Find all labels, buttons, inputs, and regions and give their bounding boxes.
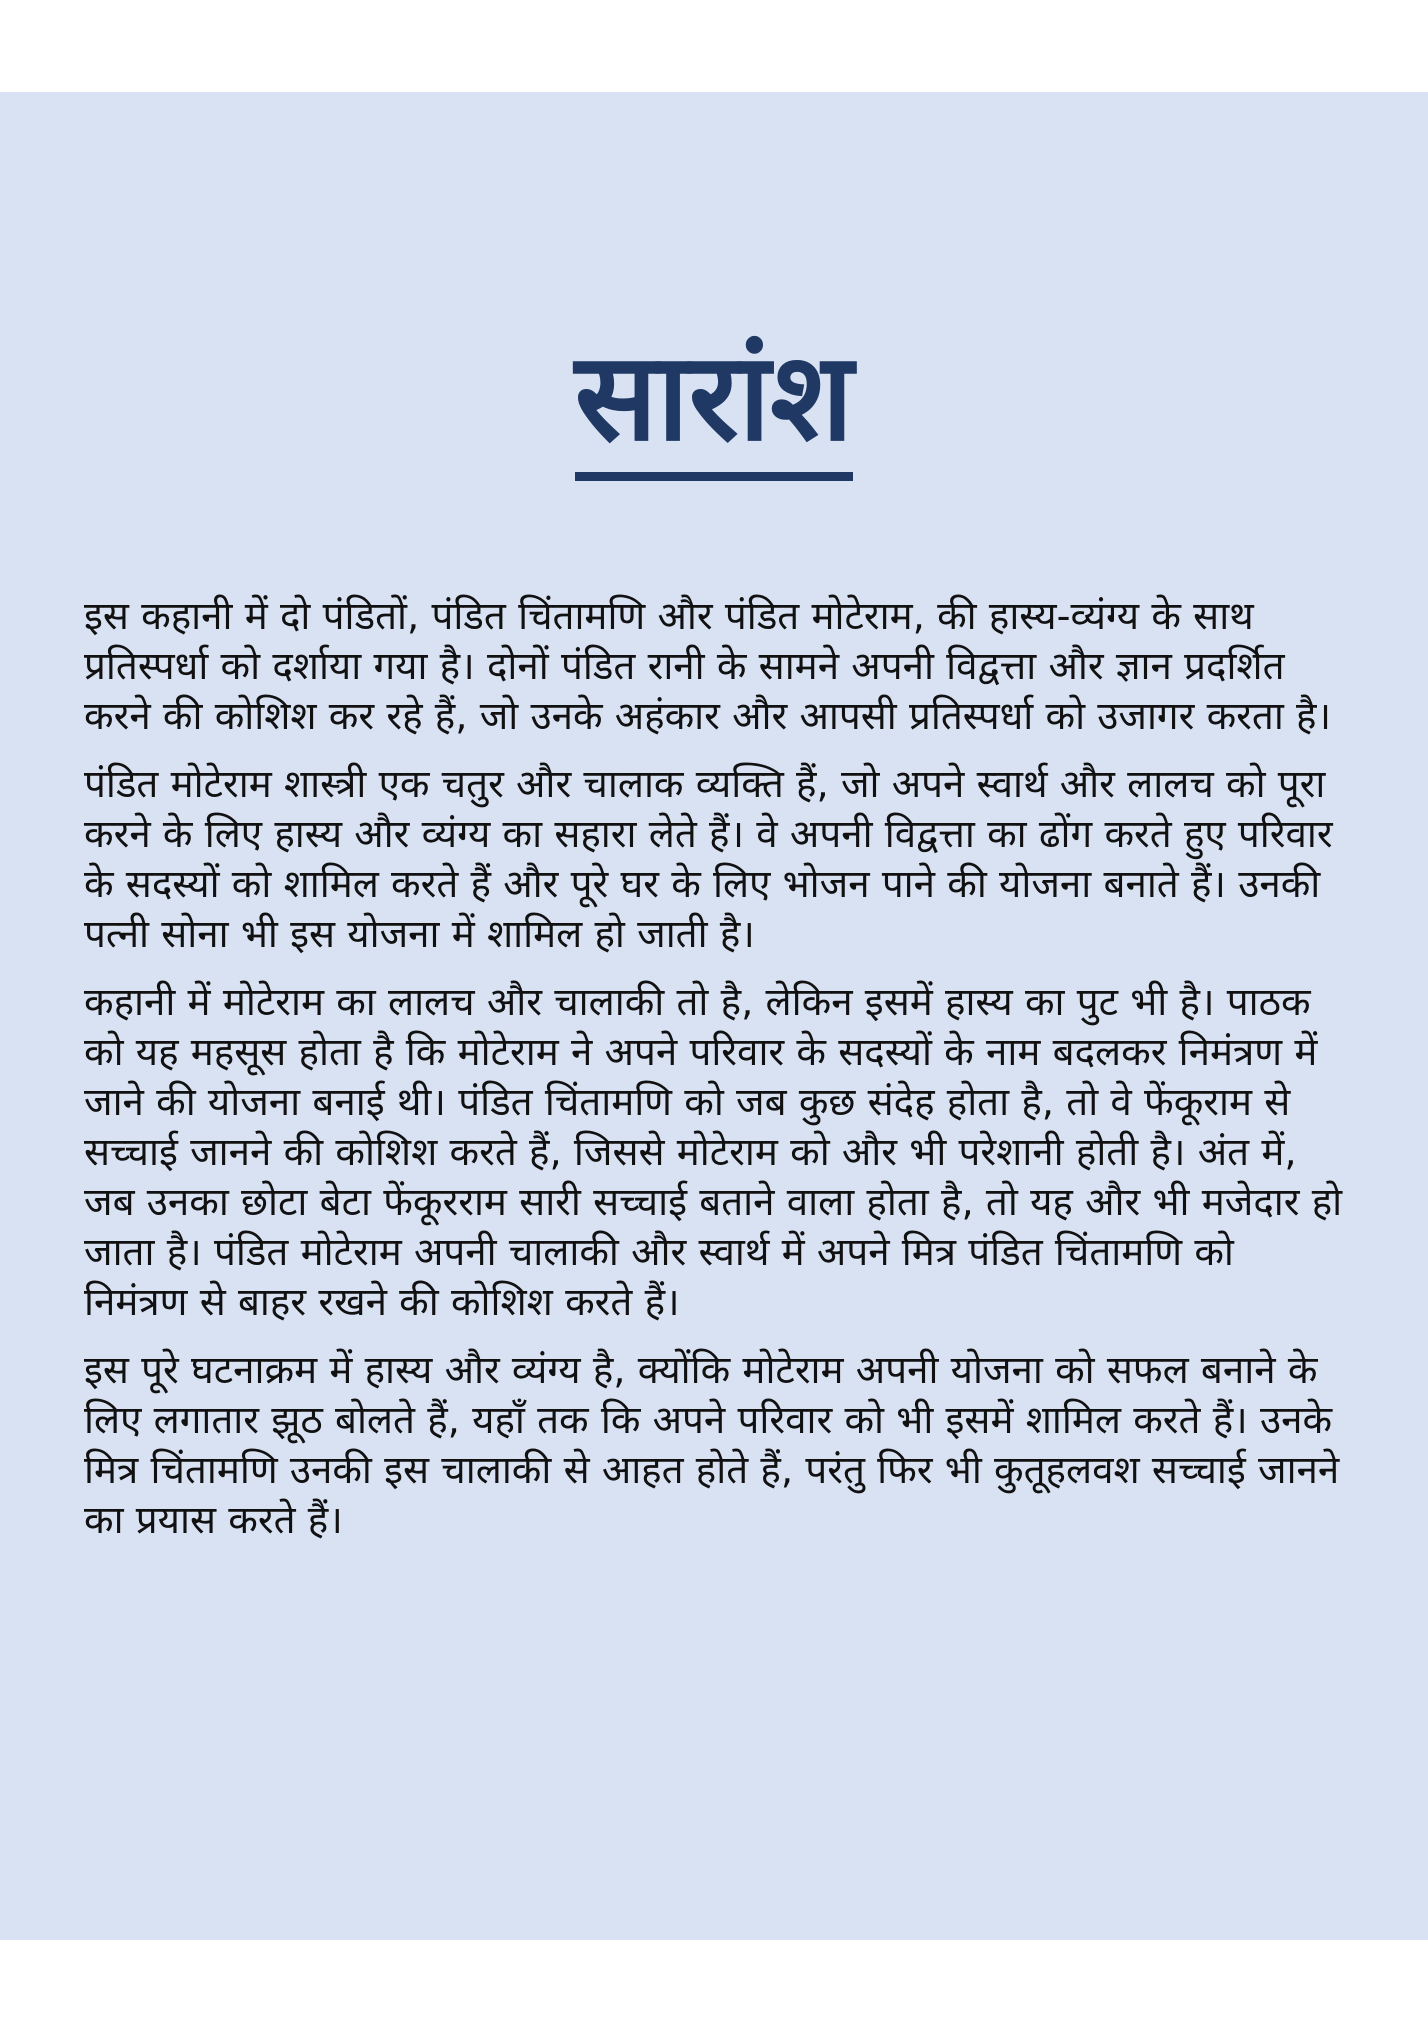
page-title-text: सारांश bbox=[575, 324, 854, 481]
summary-panel bbox=[0, 92, 1428, 1940]
page-title bbox=[0, 324, 1428, 481]
summary-paragraph-2: पंडित मोटेराम शास्त्री एक चतुर और चालाक व्यक्ति हैं, जो अपने स्वार्थ और लालच को पूरा करने के लिए हास्य और व्यंग्य का सहारा लेते हैं। वे अपनी विद्वत्ता का ढोंग करते हुए परिवार के सदस्यों को शामिल करते हैं और पूरे घर के लिए भोजन पाने की योजना बनाते हैं। उनकी पत्नी सोना भी इस योजना में शामिल हो जाती है। bbox=[84, 762, 1333, 957]
summary-paragraph-3: कहानी में मोटेराम का लालच और चालाकी तो है, लेकिन इसमें हास्य का पुट भी है। पाठक को यह महसूस होता है कि मोटेराम ने अपने परिवार के सदस्यों के नाम बदलकर निमंत्रण में जाने की योजना बनाई थी। पंडित चिंतामणि को जब कुछ संदेह होता है, तो वे फेंकूराम से सच्चाई जानने की कोशिश करते हैं, जिससे मोटेराम को और भी परेशानी होती है। अंत में, जब उनका छोटा बेटा फेंकूरराम सारी सच्चाई बताने वाला होता है, तो यह और भी मजेदार हो जाता है। पंडित मोटेराम अपनी चालाकी और स्वार्थ में अपने मित्र पंडित चिंतामणि को निमंत्रण से बाहर रखने की कोशिश करते हैं। bbox=[84, 980, 1343, 1325]
summary-body bbox=[84, 592, 1344, 1564]
summary-paragraph-1: इस कहानी में दो पंडितों, पंडित चिंतामणि और पंडित मोटेराम, की हास्य-व्यंग्य के साथ प्रतिस्पर्धा को दर्शाया गया है। दोनों पंडित रानी के सामने अपनी विद्वत्ता और ज्ञान प्रदर्शित करने की कोशिश कर रहे हैं, जो उनके अहंकार और आपसी प्रतिस्पर्धा को उजागर करता है। bbox=[84, 594, 1332, 739]
summary-paragraph-4: इस पूरे घटनाक्रम में हास्य और व्यंग्य है, क्योंकि मोटेराम अपनी योजना को सफल बनाने के लिए लगातार झूठ बोलते हैं, यहाँ तक कि अपने परिवार को भी इसमें शामिल करते हैं। उनके मित्र चिंतामणि उनकी इस चालाकी से आहत होते हैं, परंतु फिर भी कुतूहलवश सच्चाई जानने का प्रयास करते हैं। bbox=[84, 1348, 1340, 1543]
